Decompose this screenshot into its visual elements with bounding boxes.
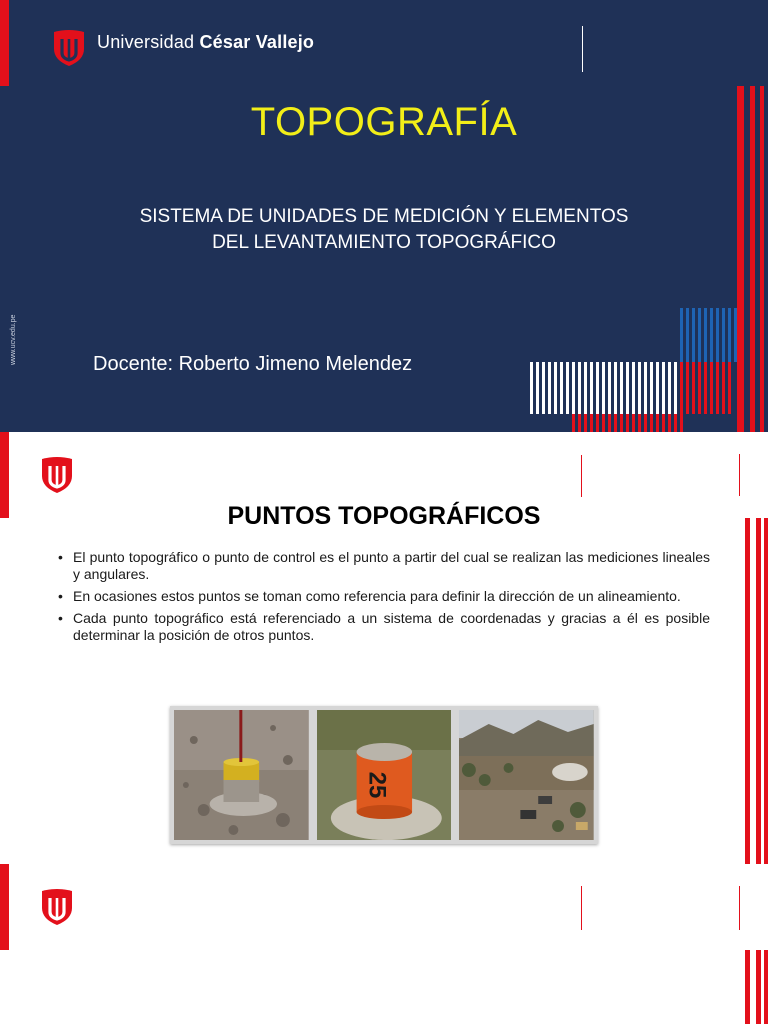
next-slide (0, 864, 768, 1024)
marker-number: 25 (363, 771, 391, 799)
title-slide (0, 0, 768, 432)
page-title: TOPOGRAFÍA (250, 100, 518, 144)
content-slide (0, 432, 768, 864)
list-item: • En ocasiones estos puntos se toman como referencia para definir la dirección de un alineamiento. (58, 588, 710, 605)
survey-marker-photo-1 (174, 710, 309, 840)
bullet-list (58, 549, 710, 649)
decorative-stripes (0, 864, 768, 1024)
slide-title: PUNTOS TOPOGRÁFICOS (227, 502, 541, 530)
survey-field-photo-3 (459, 710, 594, 840)
list-item: • El punto topográfico o punto de control es el punto a partir del cual se realizan las mediciones lineales y angulares. (58, 549, 710, 583)
university-name: Universidad César Vallejo (97, 32, 315, 52)
slide-subtitle: SISTEMA DE UNIDADES DE MEDICIÓN Y ELEMENTOS DEL LEVANTAMIENTO TOPOGRÁFICO (139, 206, 629, 253)
teacher-name: Docente: Roberto Jimeno Melendez (93, 353, 413, 375)
survey-marker-photo-2 (317, 710, 452, 840)
website-url: www.ucv.edu.pe (10, 314, 17, 365)
decorative-stripes (0, 0, 768, 432)
list-item: • Cada punto topográfico está referenciado a un sistema de coordenadas y gracias a él es posible determinar la posición de otros puntos. (58, 610, 710, 644)
photo-strip (170, 706, 598, 844)
